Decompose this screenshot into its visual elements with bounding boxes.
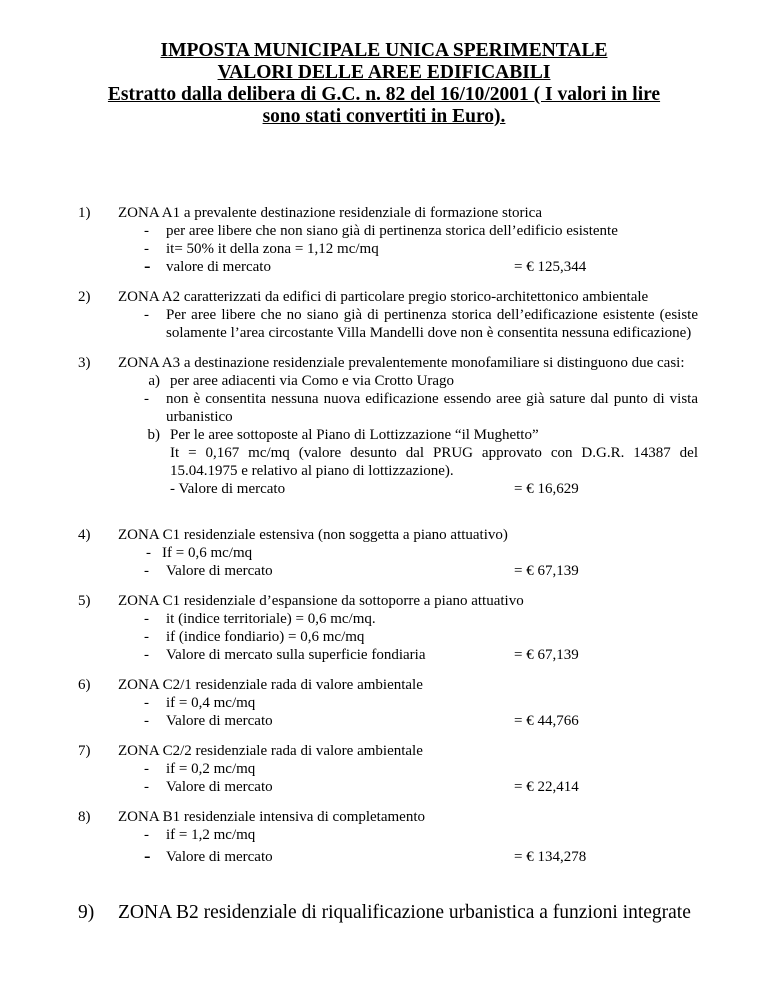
market-value: = € 125,344 [514,259,587,275]
market-value: = € 16,629 [514,481,579,497]
value-label: Valore di mercato [166,849,273,865]
item-number: 5) [78,593,91,609]
item-number: 2) [78,289,91,305]
zone-list [78,204,698,878]
value-label: Valore di mercato [166,563,273,579]
item-title: ZONA A1 a prevalente destinazione residenziale di formazione storica [118,205,542,221]
item-sub: if = 1,2 mc/mq [166,827,256,843]
item-sub: it= 50% it della zona = 1,12 mc/mq [166,241,379,257]
item-title: ZONA B1 residenziale intensiva di completamento [118,809,426,825]
zone-item-7: 7) ZONA C2/2 residenziale rada di valore ambientale - if = 0,2 mc/mq - Valore di mercato = € 22,414 [78,742,698,796]
document-title [60,40,708,128]
item-sub: If = 0,6 mc/mq [162,545,253,561]
value-label: - Valore di mercato [170,481,286,497]
value-label: valore di mercato [166,259,271,275]
zone-item-1: 1) ZONA A1 a prevalente destinazione residenziale di formazione storica - per aree libere che non siano già di pertinenza storica dell’edificio esistente - it= 50% it della zona = 1,12 mc/mq - valore di mercato = € 125,344 [78,204,698,276]
case-b: Per le aree sottoposte al Piano di Lottizzazione “il Mughetto” [170,427,539,443]
title-line-4: sono stati convertiti in Euro). [262,106,506,127]
market-value: = € 22,414 [514,779,579,795]
item-sub: it (indice territoriale) = 0,6 mc/mq. [166,611,376,627]
item-number: 4) [78,527,91,543]
title-line-2: VALORI DELLE AREE EDIFICABILI [217,62,551,83]
item-number: 1) [78,205,91,221]
market-value: = € 67,139 [514,563,579,579]
zone-item-2: 2) ZONA A2 caratterizzati da edifici di particolare pregio storico-architettonico ambientale - Per aree libere che no siano già di pertinenza storica dell’edificazione esistente (esiste solamente l’area circostante Villa Mandelli dove non è consentita nessuna edificazione) [78,289,698,341]
item-sub: per aree libere che non siano già di pertinenza storica dell’edificio esistente [166,223,618,239]
value-label: Valore di mercato [166,713,273,729]
item-number: 9) [78,902,95,923]
item-title: ZONA C2/2 residenziale rada di valore ambientale [118,743,423,759]
case-a-detail: non è consentita nessuna nuova edificazione essendo aree già sature dal punto di vista urbanistico [166,391,698,425]
item-number: 8) [78,809,91,825]
item-title: ZONA C1 residenziale estensiva (non soggetta a piano attuativo) [118,527,508,543]
item-sub: Per aree libere che no siano già di pertinenza storica dell’edificazione esistente (esiste solamente l’area circostante Villa Mandelli dove non è consentita nessuna edificazione) [166,307,698,341]
case-a: per aree adiacenti via Como e via Crotto Urago [170,373,455,389]
market-value: = € 67,139 [514,647,579,663]
market-value: = € 134,278 [514,849,587,865]
title-line-3: Estratto dalla delibera di G.C. n. 82 del 16/10/2001 ( I valori in lire [107,84,661,105]
title-line-1: IMPOSTA MUNICIPALE UNICA SPERIMENTALE [160,40,608,61]
item-sub: if = 0,4 mc/mq [166,695,256,711]
zone-item-4: 4) ZONA C1 residenziale estensiva (non soggetta a piano attuativo) - If = 0,6 mc/mq - Valore di mercato = € 67,139 [78,526,698,580]
zone-item-3: 3) ZONA A3 a destinazione residenziale prevalentemente monofamiliare si distinguono due casi: a) per aree adiacenti via Como e via Crotto Urago - non è consentita nessuna nuova edificazione essendo aree già sature dal punto di vista urbanistico b) Per le aree sottoposte al Piano di Lottizzazione “il Mughetto” It = 0,167 mc/mq (valore desunto dal PRUG approvato con D.G.R. 14387 del 15.04.1975 e relativo al piano di lottizzazione). - Valore di mercato = € 16,629 [78,355,698,497]
item-title: ZONA A3 a destinazione residenziale prevalentemente monofamiliare si distinguono due casi: [118,355,685,371]
item-number: 3) [78,355,91,371]
item-title: ZONA A2 caratterizzati da edifici di particolare pregio storico-architettonico ambientale [118,289,649,305]
zone-item-8: 8) ZONA B1 residenziale intensiva di completamento - if = 1,2 mc/mq - Valore di mercato = € 134,278 [78,808,698,866]
item-sub: if = 0,2 mc/mq [166,761,256,777]
zone-item-9 [78,902,691,924]
zone-item-5: 5) ZONA C1 residenziale d’espansione da sottoporre a piano attuativo - it (indice territoriale) = 0,6 mc/mq. - if (indice fondiario) = 0,6 mc/mq - Valore di mercato sulla superficie fondiaria = € 67,139 [78,592,698,664]
item-number: 6) [78,677,91,693]
item-sub: if (indice fondiario) = 0,6 mc/mq [166,629,365,645]
value-label: Valore di mercato sulla superficie fondiaria [166,647,426,663]
item-number: 7) [78,743,91,759]
item-title: ZONA B2 residenziale di riqualificazione urbanistica a funzioni integrate [118,902,691,923]
zone-item-6: 6) ZONA C2/1 residenziale rada di valore ambientale - if = 0,4 mc/mq - Valore di mercato = € 44,766 [78,676,698,730]
market-value: = € 44,766 [514,713,579,729]
value-label: Valore di mercato [166,779,273,795]
item-title: ZONA C1 residenziale d’espansione da sottoporre a piano attuativo [118,593,524,609]
item-title: ZONA C2/1 residenziale rada di valore ambientale [118,677,423,693]
case-b-detail: It = 0,167 mc/mq (valore desunto dal PRUG approvato con D.G.R. 14387 del 15.04.1975 e relativo al piano di lottizzazione). [170,445,698,479]
